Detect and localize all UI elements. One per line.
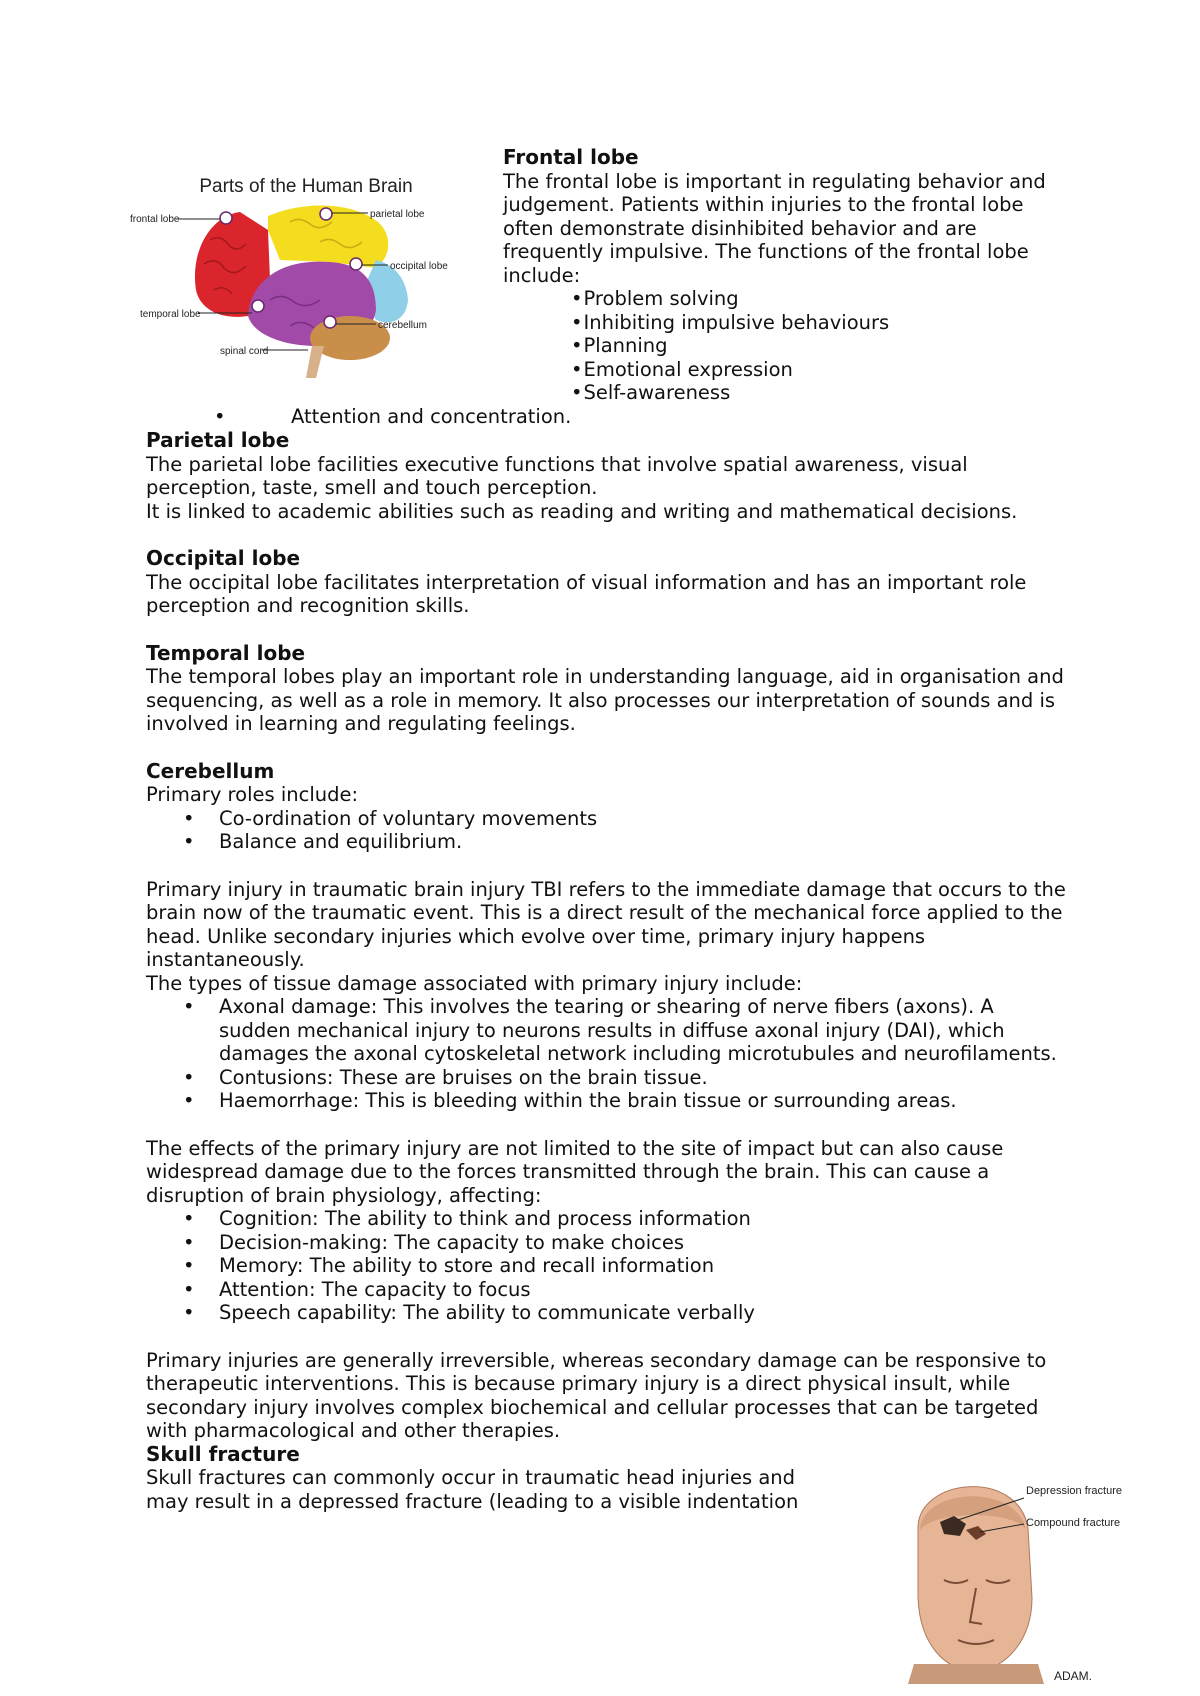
tissue-damage-intro: The types of tissue damage associated with primary injury include:	[146, 971, 803, 995]
list-item: • Haemorrhage: This is bleeding within the brain tissue or surrounding areas.	[146, 1089, 1066, 1113]
cerebellum-intro: Primary roles include:	[146, 783, 359, 806]
irreversible-text: Primary injuries are generally irreversible, whereas secondary damage can be responsive to therapeutic interventions. This is because primary injury is a direct physical insult, while secondary injury involves complex biochemical and cellular processes that can be targeted with pharmacological and other therapies.	[146, 1348, 1047, 1442]
main-text	[146, 429, 1066, 1513]
temporal-lobe-text: The temporal lobes play an important role in understanding language, aid in organisation and sequencing, as well as a role in memory. It also processes our interpretation of sounds and is involved in learning and regulating feelings.	[146, 665, 1064, 735]
parietal-lobe-text-1: The parietal lobe facilities executive functions that involve spatial awareness, visual perception, taste, smell and touch perception.	[146, 452, 968, 499]
label-depression-fracture: Depression fracture	[1026, 1485, 1122, 1497]
list-item: • Co-ordination of voluntary movements	[146, 807, 1066, 831]
label-frontal-lobe: frontal lobe	[130, 214, 180, 225]
frontal-lobe-heading: Frontal lobe	[503, 145, 639, 169]
parietal-lobe-text-2: It is linked to academic abilities such as reading and writing and mathematical decisions.	[146, 499, 1018, 523]
tissue-damage-list	[146, 995, 1066, 1113]
list-item: • Speech capability: The ability to communicate verbally	[146, 1301, 1066, 1325]
temporal-lobe-heading: Temporal lobe	[146, 640, 306, 665]
cerebellum-heading: Cerebellum	[146, 758, 275, 783]
frontal-function-item: •Self-awareness	[571, 381, 731, 404]
frontal-function-item: •Emotional expression	[571, 357, 793, 381]
parietal-lobe-heading: Parietal lobe	[146, 428, 290, 452]
list-item: • Memory: The ability to store and recall information	[146, 1254, 1066, 1278]
neck-shape	[908, 1664, 1044, 1684]
cerebellum-list	[146, 807, 1066, 854]
list-item: • Decision-making: The capacity to make choices	[146, 1231, 1066, 1255]
effects-list	[146, 1207, 1066, 1325]
label-cerebellum: cerebellum	[378, 320, 427, 331]
frontal-lobe-section	[503, 146, 1068, 405]
frontal-lobe-intro: The frontal lobe is important in regulating behavior and judgement. Patients within injuries to the frontal lobe often demonstrate disinhibited behavior and are frequently impulsive. The functions of the frontal lobe include:	[503, 169, 1046, 287]
occipital-lobe-heading: Occipital lobe	[146, 546, 301, 570]
label-compound-fracture: Compound fracture	[1026, 1517, 1121, 1529]
skull-fracture-diagram	[848, 1468, 1132, 1690]
frontal-functions-list	[503, 287, 1068, 405]
adam-credit: ADAM.	[1054, 1669, 1093, 1683]
frontal-function-item: •Planning	[571, 334, 668, 357]
label-temporal-lobe: temporal lobe	[140, 309, 201, 320]
list-item: • Contusions: These are bruises on the brain tissue.	[146, 1066, 1066, 1090]
list-item: • Cognition: The ability to think and process information	[146, 1207, 1066, 1231]
effects-text: The effects of the primary injury are not limited to the site of impact but can also cause widespread damage due to the forces transmitted through the brain. This can cause a disruption of brain physiology, affecting:	[146, 1136, 1004, 1207]
label-spinal-cord: spinal cord	[220, 346, 269, 357]
frontal-function-item: •Problem solving	[571, 287, 739, 310]
brain-diagram	[130, 160, 492, 400]
brain-figure-title: Parts of the Human Brain	[199, 176, 413, 197]
list-item: • Attention: The capacity to focus	[146, 1278, 1066, 1302]
list-item: • Balance and equilibrium.	[146, 830, 1066, 854]
label-occipital-lobe: occipital lobe	[390, 261, 448, 272]
label-parietal-lobe: parietal lobe	[370, 209, 425, 220]
primary-injury-text: Primary injury in traumatic brain injury TBI refers to the immediate damage that occurs to the brain now of the traumatic event. This is a direct result of the mechanical force applied to the head. Unlike secondary injuries which evolve over time, primary injury happens instantaneously.	[146, 877, 1066, 971]
list-item: • Axonal damage: This involves the tearing or shearing of nerve fibers (axons). A sudden mechanical injury to neurons results in diffuse axonal injury (DAI), which damages the axonal cytoskeletal network including microtubules and neurofilaments.	[146, 995, 1066, 1066]
skull-fracture-text: Skull fractures can commonly occur in traumatic head injuries and may result in a depressed fracture (leading to a visible indentation	[146, 1466, 799, 1513]
occipital-lobe-text: The occipital lobe facilitates interpretation of visual information and has an important role perception and recognition skills.	[146, 570, 1027, 617]
skull-fracture-heading: Skull fracture	[146, 1441, 300, 1466]
frontal-function-item: •Inhibiting impulsive behaviours	[571, 310, 890, 334]
frontal-function-item-last: • Attention and concentration.	[214, 405, 572, 428]
